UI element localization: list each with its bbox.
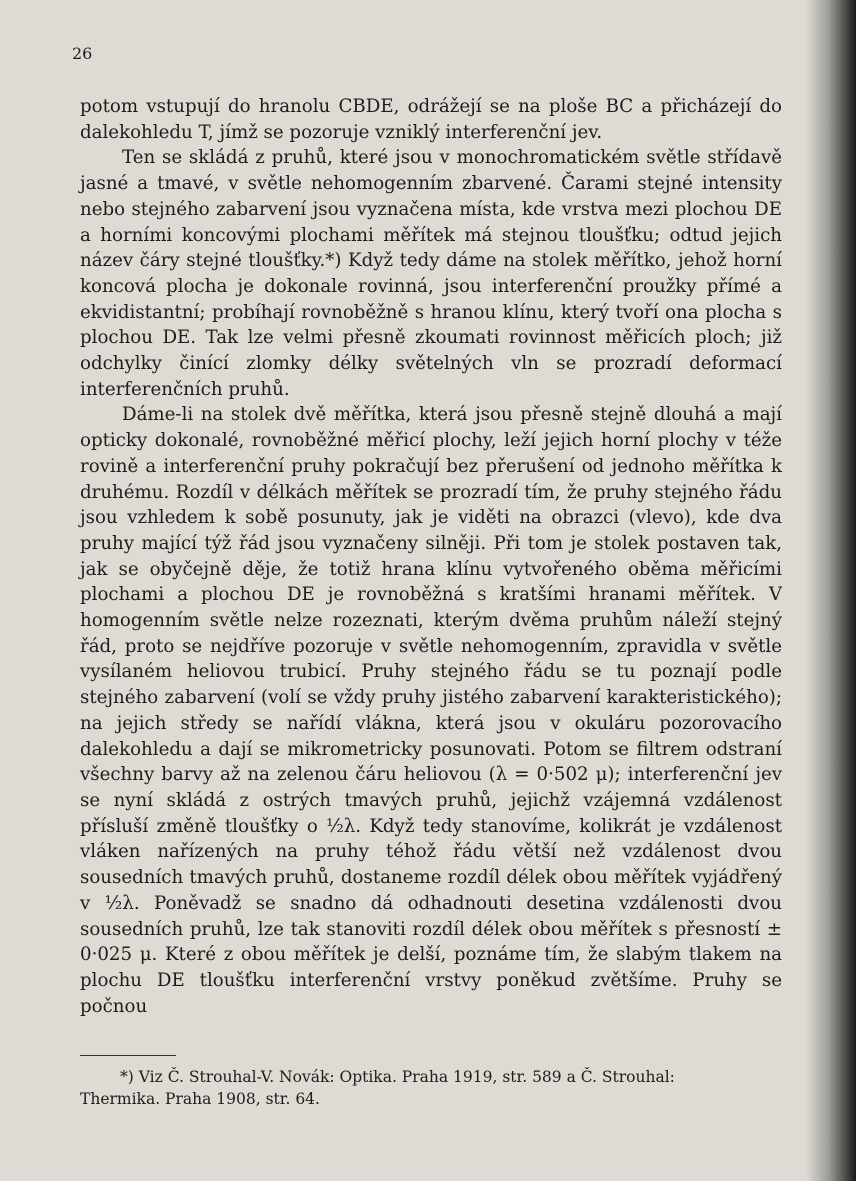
body-text [80,94,782,1019]
footnote [80,1066,780,1110]
page-binding-shadow [806,0,856,1181]
footnote-line-1: *) Viz Č. Strouhal-V. Novák: Optika. Praha 1919, str. 589 a Č. Strouhal: [120,1068,675,1086]
paragraph: Dáme-li na stolek dvě měřítka, která jsou přesně stejně dlouhá a mají opticky dokonalé, rovnoběžné měřicí plochy, leží jejich horní plochy v téže rovině a interferenční pruhy pokračují bez přerušení od jednoho měřítka k druhému. Rozdíl v délkách měřítek se prozradí tím, že pruhy stejného řádu jsou vzhledem k sobě posunuty, jak je viděti na obrazci (vlevo), kde dva pruhy mající týž řád jsou vyznačeny silněji. Při tom je stolek postaven tak, jak se obyčejně děje, že totiž hrana klínu vytvořeného oběma měřicími plochami a plochou DE je rovnoběžná s kratšími hranami měřítek. V homogenním světle nelze rozeznati, kterým dvěma pruhům náleží stejný řád, proto se nejdříve pozoruje v světle nehomogenním, zpravidla v světle vysílaném heliovou trubicí. Pruhy stejného řádu se tu poznají podle stejného zabarvení (volí se vždy pruhy jistého zabarvení karakteristického); na jejich středy se nařídí vlákna, která jsou v okuláru pozorovacího dalekohledu a dají se mikrometricky posunovati. Potom se filtrem odstraní všechny barvy až na zelenou čáru heliovou (λ = 0·502 μ); interferenční jev se nyní skládá z ostrých tmavých pruhů, jejichž vzájemná vzdálenost přísluší změně tloušťky o ½λ. Když tedy stanovíme, kolikrát je vzdálenost vláken nařízených na pruhy téhož řádu větší než vzdálenost dvou sousedních tmavých pruhů, dostaneme rozdíl délek obou měřítek vyjádřený v ½λ. Poněvadž se snadno dá odhadnouti desetina vzdálenosti dvou sousedních pruhů, lze tak stanoviti rozdíl délek obou měřítek s přesností ± 0·025 μ. Které z obou měřítek je delší, poznáme tím, že slabým tlakem na plochu DE tloušťku interferenční vrstvy poněkud zvětšíme. Pruhy se počnou [80,404,782,1017]
footnote-divider [80,1055,176,1056]
page-number: 26 [72,44,93,63]
paragraph: potom vstupují do hranolu CBDE, odrážejí se na ploše BC a přicházejí do dalekohledu T, jímž se pozoruje vzniklý interferenční jev. [80,96,782,143]
footnote-line-2: Thermika. Praha 1908, str. 64. [80,1090,320,1108]
paragraph: Ten se skládá z pruhů, které jsou v monochromatickém světle střídavě jasné a tmavé, v světle nehomogenním zbarvené. Čarami stejné intensity nebo stejného zabarvení jsou vyznačena místa, kde vrstva mezi plochou DE a horními koncovými plochami měřítek má stejnou tloušťku; odtud jejich název čáry stejné tloušťky.*) Když tedy dáme na stolek měřítko, jehož horní koncová plocha je dokonale rovinná, jsou interferenční proužky přímé a ekvidistantní; probíhají rovnoběžně s hranou klínu, který tvoří ona plocha s plochou DE. Tak lze velmi přesně zkoumati rovinnost měřicích ploch; již odchylky činící zlomky délky světelných vln se prozradí deformací interferenčních pruhů. [80,147,782,400]
